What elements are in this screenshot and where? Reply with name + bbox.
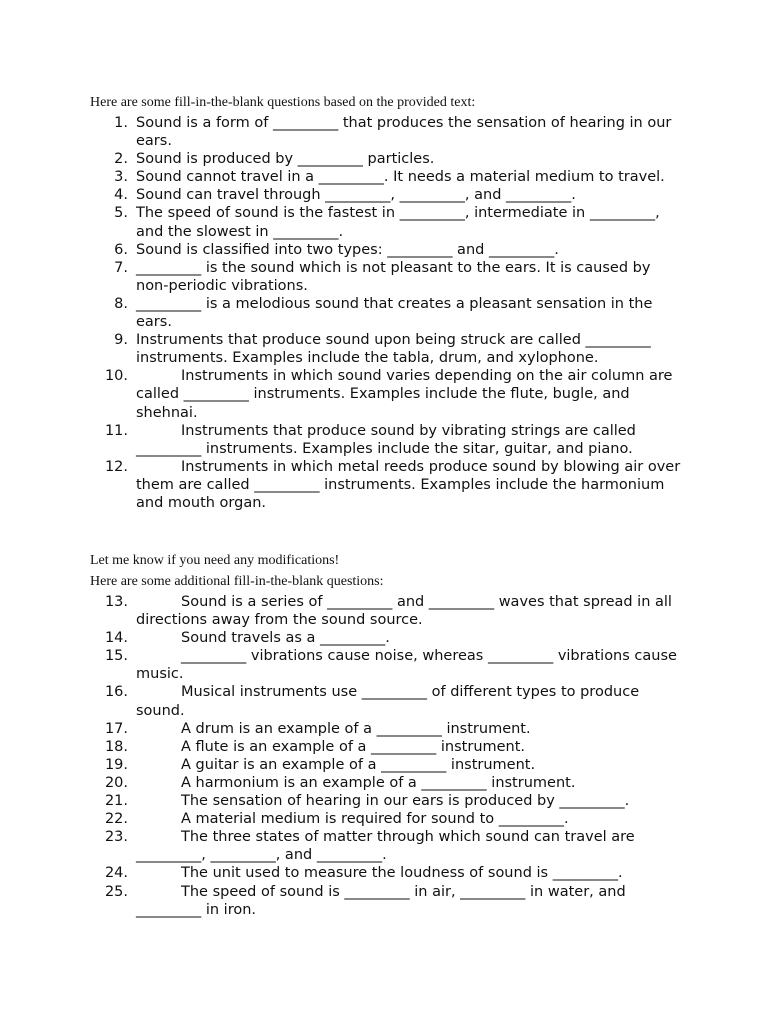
item-text: _________ is the sound which is not pleasant to the ears. It is caused by non-periodic vibrations.	[136, 259, 651, 294]
list-item	[0, 259, 681, 295]
item-text: The three states of matter through which sound can travel are _________, _________, and _________.	[136, 829, 635, 864]
item-number: 25.	[104, 883, 128, 900]
item-number: 22.	[104, 811, 128, 828]
list-item	[0, 150, 681, 168]
list-item	[0, 168, 681, 186]
list-item	[0, 774, 681, 792]
item-number: 3.	[114, 169, 128, 186]
item-number: 1.	[114, 115, 128, 131]
item-text: Instruments that produce sound upon being struck are called _________ instruments. Examples include the tabla, drum, and xylophone.	[136, 332, 651, 367]
list-item	[0, 186, 681, 204]
item-number: 2.	[114, 151, 128, 168]
list-item	[0, 458, 681, 512]
item-text: A drum is an example of a _________ instrument.	[181, 720, 531, 737]
item-text: _________ is a melodious sound that creates a pleasant sensation in the ears.	[136, 295, 653, 331]
item-text: A flute is an example of a _________ instrument.	[181, 738, 526, 755]
question-list-2	[0, 593, 768, 919]
item-number: 14.	[104, 630, 128, 647]
item-text: The unit used to measure the loudness of sound is _________.	[181, 865, 623, 882]
list-item	[0, 683, 681, 719]
item-text: Sound travels as a _________.	[181, 630, 390, 647]
list-item	[0, 629, 681, 647]
item-number: 23.	[104, 829, 128, 846]
item-number: 6.	[114, 241, 128, 258]
item-number: 17.	[104, 720, 128, 737]
item-text: Sound is produced by _________ particles.	[136, 151, 435, 168]
item-text: The speed of sound is _________ in air, _________ in water, and _________ in iron.	[136, 883, 626, 918]
item-text: Musical instruments use _________ of different types to produce sound.	[136, 684, 640, 719]
outro-text-1: Let me know if you need any modifications!	[90, 553, 340, 568]
item-text: A material medium is required for sound to _________.	[181, 811, 569, 828]
item-text: Sound is classified into two types: _________ and _________.	[136, 241, 559, 258]
item-number: 13.	[104, 594, 128, 610]
list-item	[0, 114, 681, 150]
list-item	[0, 792, 681, 810]
item-number: 15.	[104, 648, 128, 665]
list-item	[0, 810, 681, 828]
intro-text-1: Here are some fill-in-the-blank questions based on the provided text:	[90, 95, 476, 110]
question-list-1	[0, 114, 768, 512]
item-text: The speed of sound is the fastest in _________, intermediate in _________, and the slowest in _________.	[136, 205, 660, 240]
item-text: The sensation of hearing in our ears is produced by _________.	[181, 793, 630, 810]
item-text: Instruments in which sound varies depending on the air column are called _________ instruments. Examples include the flute, bugle, and shehnai.	[136, 368, 673, 421]
list-item	[0, 720, 681, 738]
item-number: 16.	[104, 684, 128, 701]
item-number: 7.	[114, 259, 128, 276]
item-text: _________ vibrations cause noise, whereas _________ vibrations cause music.	[136, 648, 677, 683]
item-number: 12.	[104, 458, 128, 475]
item-text: Sound cannot travel in a _________. It needs a material medium to travel.	[136, 169, 665, 186]
item-number: 10.	[104, 368, 128, 385]
item-number: 24.	[104, 865, 128, 882]
list-item	[0, 883, 681, 919]
list-item	[0, 241, 681, 259]
item-text: A harmonium is an example of a _________ instrument.	[181, 774, 576, 791]
item-number: 19.	[104, 756, 128, 773]
item-number: 20.	[104, 774, 128, 791]
list-item	[0, 756, 681, 774]
list-item	[0, 593, 681, 629]
item-number: 8.	[114, 295, 128, 312]
item-number: 11.	[104, 422, 128, 439]
list-item	[0, 295, 681, 331]
item-number: 18.	[104, 738, 128, 755]
list-item	[0, 331, 681, 367]
item-text: Sound is a series of _________ and _________ waves that spread in all directions away from the sound source.	[136, 594, 672, 629]
list-item	[0, 422, 681, 458]
list-item	[0, 367, 681, 421]
list-item	[0, 864, 681, 882]
item-number: 21.	[104, 793, 128, 810]
item-text: Sound can travel through _________, _________, and _________.	[136, 187, 576, 204]
intro-text-2: Here are some additional fill-in-the-blank questions:	[90, 574, 384, 589]
list-item	[0, 647, 681, 683]
item-text: A guitar is an example of a _________ instrument.	[181, 756, 536, 773]
item-text: Sound is a form of _________ that produces the sensation of hearing in our ears.	[136, 115, 672, 150]
item-text: Instruments that produce sound by vibrating strings are called _________ instruments. Examples include the sitar, guitar, and piano.	[136, 422, 636, 457]
item-number: 9.	[114, 332, 128, 349]
item-number: 4.	[114, 187, 128, 204]
item-number: 5.	[114, 205, 128, 222]
list-item	[0, 828, 681, 864]
list-item	[0, 204, 681, 240]
list-item	[0, 738, 681, 756]
item-text: Instruments in which metal reeds produce sound by blowing air over them are called _________ instruments. Examples include the harmonium and mouth organ.	[136, 458, 681, 511]
